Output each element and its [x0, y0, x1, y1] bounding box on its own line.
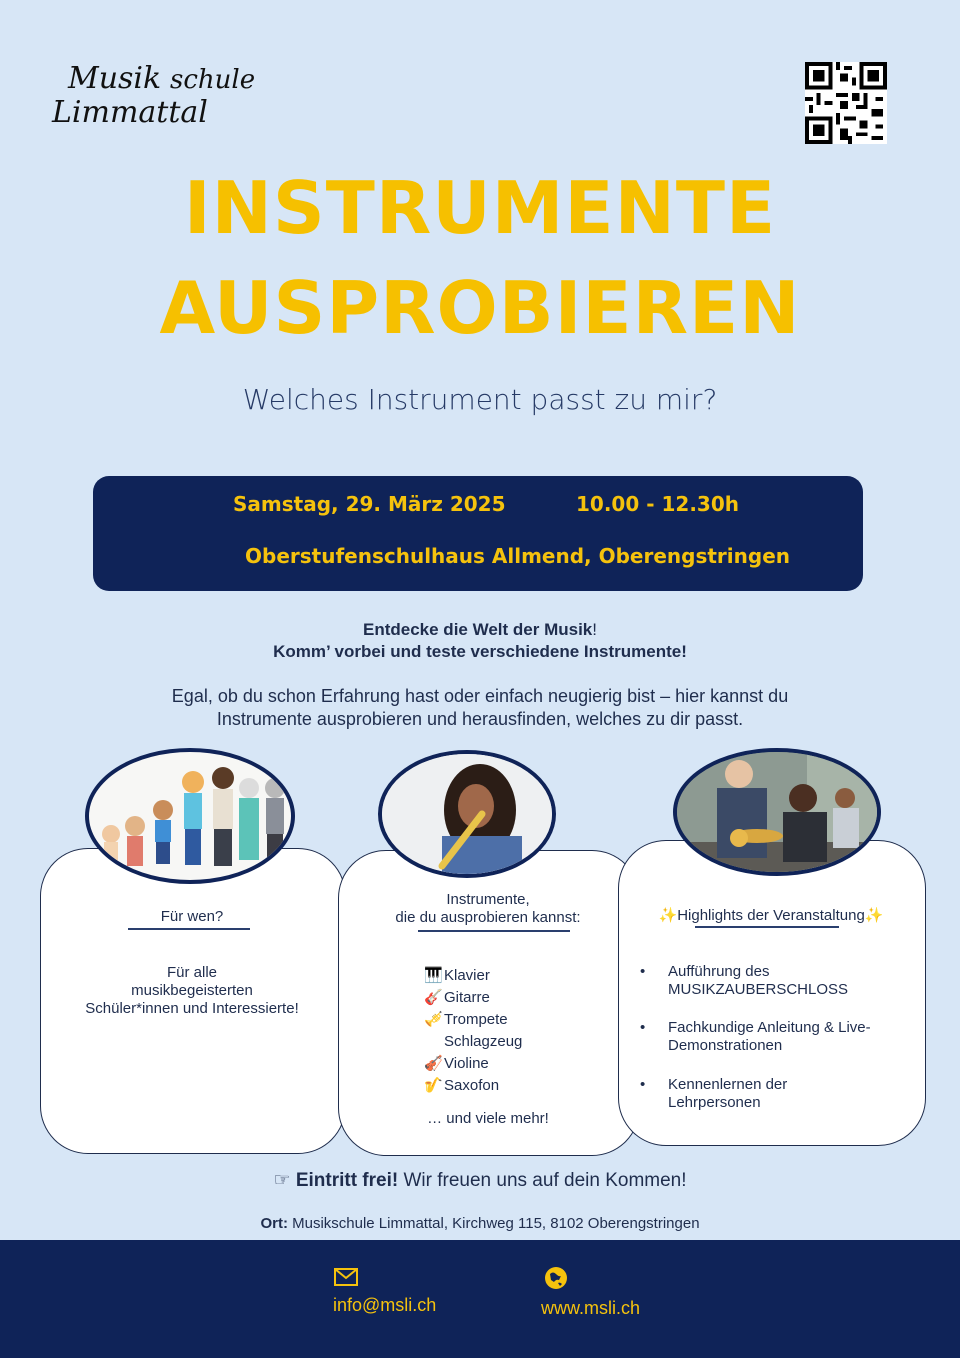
people-illustration-image: [85, 748, 295, 884]
instrument-item: 🎺Trompete: [424, 1009, 522, 1031]
card2-underline: [418, 930, 570, 932]
intro-line2: Komm’ vorbei und teste verschiedene Instrumente!: [273, 642, 687, 661]
trumpet-icon: 🎺: [424, 1011, 443, 1028]
card2-heading-line1: Instrumente,: [446, 891, 530, 908]
event-info-box: [93, 476, 863, 591]
violin-icon: 🎻: [424, 1055, 443, 1072]
main-title-line2: AUSPROBIEREN: [159, 266, 801, 350]
card3-underline: [695, 926, 839, 928]
intro-line4: Instrumente ausprobieren und herausfinden, welches zu dir passt.: [216, 709, 744, 729]
instrument-item: 🎻Violine: [424, 1053, 522, 1075]
instrument-list: [424, 965, 522, 1097]
envelope-icon: [334, 1268, 358, 1291]
card2-more: … und viele mehr!: [427, 1110, 549, 1127]
qr-code[interactable]: [805, 62, 887, 144]
subtitle: Welches Instrument passt zu mir?: [242, 383, 718, 416]
email-link[interactable]: info@msli.ch: [333, 1295, 437, 1315]
main-title-line1: INSTRUMENTE: [183, 166, 777, 250]
card1-underline: [128, 928, 250, 930]
girl-recorder-photo: [378, 750, 556, 878]
school-logo: [50, 50, 260, 150]
card1-line3: Schüler*innen und Interessierte!: [85, 1000, 299, 1017]
sparkle-icon: ✨: [864, 907, 884, 924]
address-line: Ort: Musikschule Limmattal, Kirchweg 115, 8102 Oberengstringen: [260, 1215, 700, 1232]
card1-line2: musikbegeisterten: [131, 982, 253, 999]
instrument-item: Schlagzeug: [444, 1033, 523, 1050]
highlight-item: • Fachkundige Anleitung & Live- Demonstrationen: [640, 1019, 871, 1054]
highlight-item: • Kennenlernen der Lehrpersonen: [640, 1076, 788, 1111]
piano-icon: 🎹: [424, 967, 443, 984]
footer: [0, 1240, 960, 1358]
event-date: Samstag, 29. März 2025: [233, 492, 506, 516]
saxophone-icon: 🎷: [424, 1077, 443, 1094]
event-location: Oberstufenschulhaus Allmend, Oberengstringen: [245, 544, 790, 568]
guitar-icon: 🎸: [424, 989, 443, 1006]
card3-heading: ✨Highlights der Veranstaltung✨: [658, 907, 884, 924]
entry-info: ☞ Eintritt frei! Wir freuen uns auf dein Kommen!: [273, 1170, 687, 1191]
pointing-hand-icon: ☞: [273, 1170, 291, 1191]
card1-line1: Für alle: [166, 964, 218, 981]
intro-line3: Egal, ob du schon Erfahrung hast oder einfach neugierig bist – hier kannst du: [171, 686, 789, 706]
instrument-item: 🎷Saxofon: [424, 1075, 522, 1097]
website-link[interactable]: www.msli.ch: [541, 1298, 641, 1318]
sparkle-icon: ✨: [658, 907, 678, 924]
svg-text:schule: schule: [170, 65, 256, 95]
highlight-item: • Aufführung des MUSIKZAUBERSCHLOSS: [640, 963, 849, 998]
card1-heading: Für wen?: [160, 908, 224, 925]
card2-heading-line2: die du ausprobieren kannst:: [395, 909, 581, 926]
instrument-item: 🎸Gitarre: [424, 987, 522, 1009]
globe-icon: [544, 1266, 568, 1295]
svg-text:Limmattal: Limmattal: [52, 95, 208, 130]
instrument-item: 🎹Klavier: [424, 965, 522, 987]
event-time: 10.00 - 12.30h: [576, 492, 739, 516]
trumpet-class-photo: [673, 748, 881, 876]
intro-line1: Entdecke die Welt der Musik!: [363, 620, 597, 639]
svg-text:Musik: Musik: [68, 61, 162, 96]
